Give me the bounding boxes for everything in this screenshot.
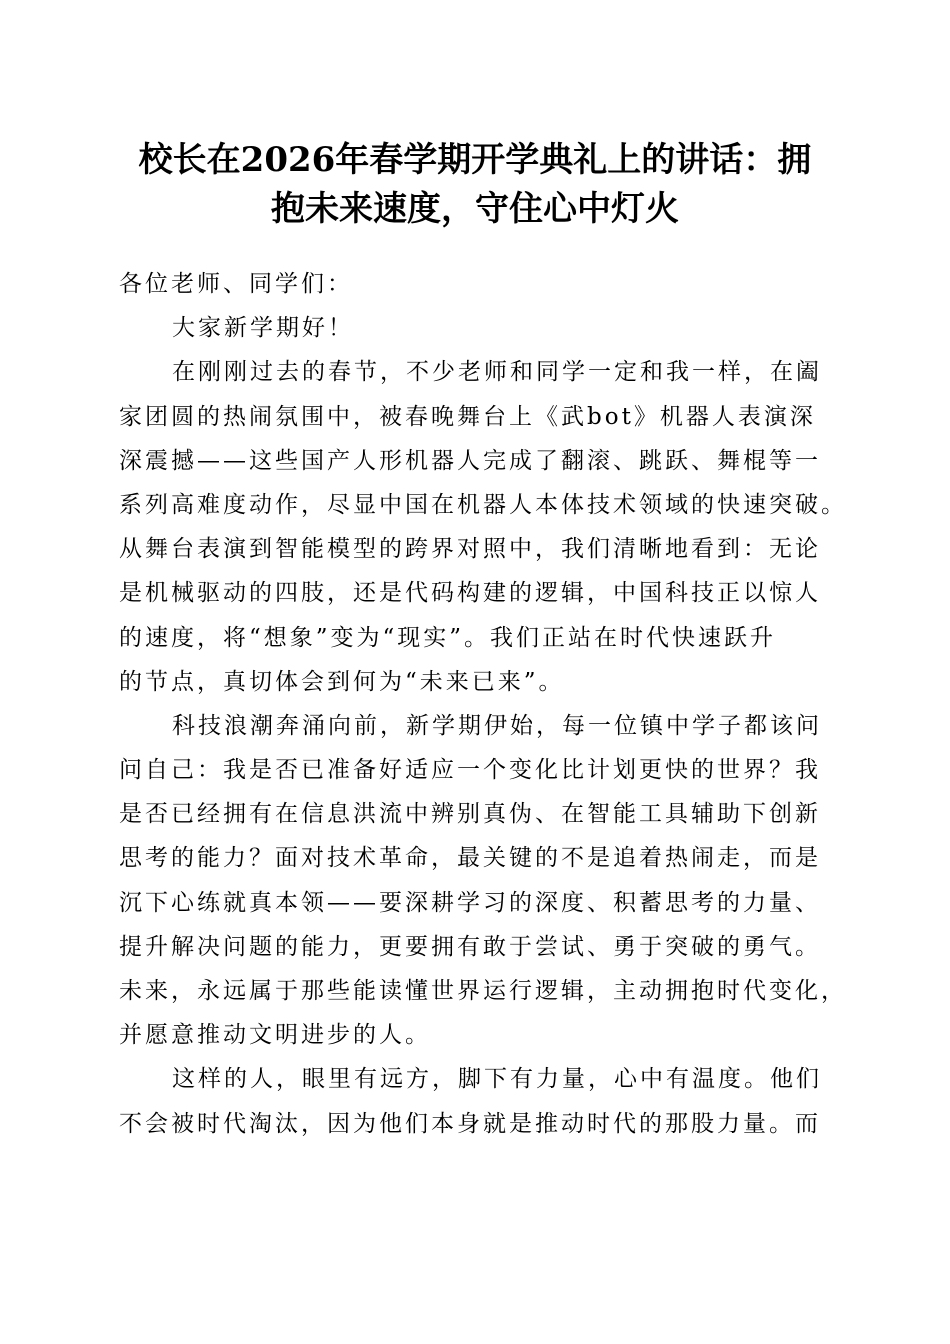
title-line: 校长在2026年春学期开学典礼上的讲话：拥: [138, 140, 812, 180]
paragraph-line: 在刚刚过去的春节，不少老师和同学一定和我一样，在阖: [172, 359, 822, 386]
paragraph-line: 科技浪潮奔涌向前，新学期伊始，每一位镇中学子都该问: [172, 712, 822, 739]
paragraph-line: 深震撼——这些国产人形机器人完成了翻滚、跳跃、舞棍等一: [119, 447, 821, 474]
paragraph-opening: [119, 306, 835, 350]
paragraph-line: 的速度，将“想象”变为“现实”。我们正站在时代快速跃升: [119, 624, 777, 651]
paragraph-line: 系列高难度动作，尽显中国在机器人本体技术领域的快速突破。: [119, 491, 847, 518]
paragraph-line: 未来，永远属于那些能读懂世界运行逻辑，主动拥抱时代变化，: [119, 978, 847, 1004]
speech-body: [119, 262, 847, 1146]
paragraph-line: 沉下心练就真本领——要深耕学习的深度、积蓄思考的力量、: [119, 889, 821, 916]
paragraph-line: 家团圆的热闹氛围中，被春晚舞台上《武bot》机器人表演深: [119, 403, 816, 430]
paragraph-line: 问自己：我是否已准备好适应一个变化比计划更快的世界？我: [119, 757, 821, 784]
paragraph-line: 大家新学期好！: [172, 315, 354, 342]
paragraph-line: 是否已经拥有在信息洪流中辨别真伪、在智能工具辅助下创新: [119, 801, 821, 828]
paragraph-tech-wave: [119, 704, 847, 1058]
paragraph-line: 是机械驱动的四肢，还是代码构建的逻辑，中国科技正以惊人: [119, 580, 821, 607]
paragraph-such-people: [119, 1057, 835, 1145]
paragraph-line: 并愿意推动文明进步的人。: [119, 1022, 431, 1049]
greeting: 各位老师、同学们：: [119, 271, 353, 297]
paragraph-spring-festival: [119, 350, 847, 704]
paragraph-line: 这样的人，眼里有远方，脚下有力量，心中有温度。他们: [172, 1066, 822, 1093]
paragraph-line: 提升解决问题的能力，更要拥有敢于尝试、勇于突破的勇气。: [119, 933, 821, 960]
paragraph-line: 从舞台表演到智能模型的跨界对照中，我们清晰地看到：无论: [119, 536, 821, 563]
paragraph-line: 不会被时代淘汰，因为他们本身就是推动时代的那股力量。而: [119, 1110, 821, 1137]
title-line: 抱未来速度，守住心中灯火: [271, 189, 679, 229]
paragraph-line: 的节点，真切体会到何为“未来已来”。: [119, 668, 565, 695]
speech-title: [100, 136, 850, 234]
paragraph-line: 思考的能力？面对技术革命，最关键的不是追着热闹走，而是: [119, 845, 821, 872]
